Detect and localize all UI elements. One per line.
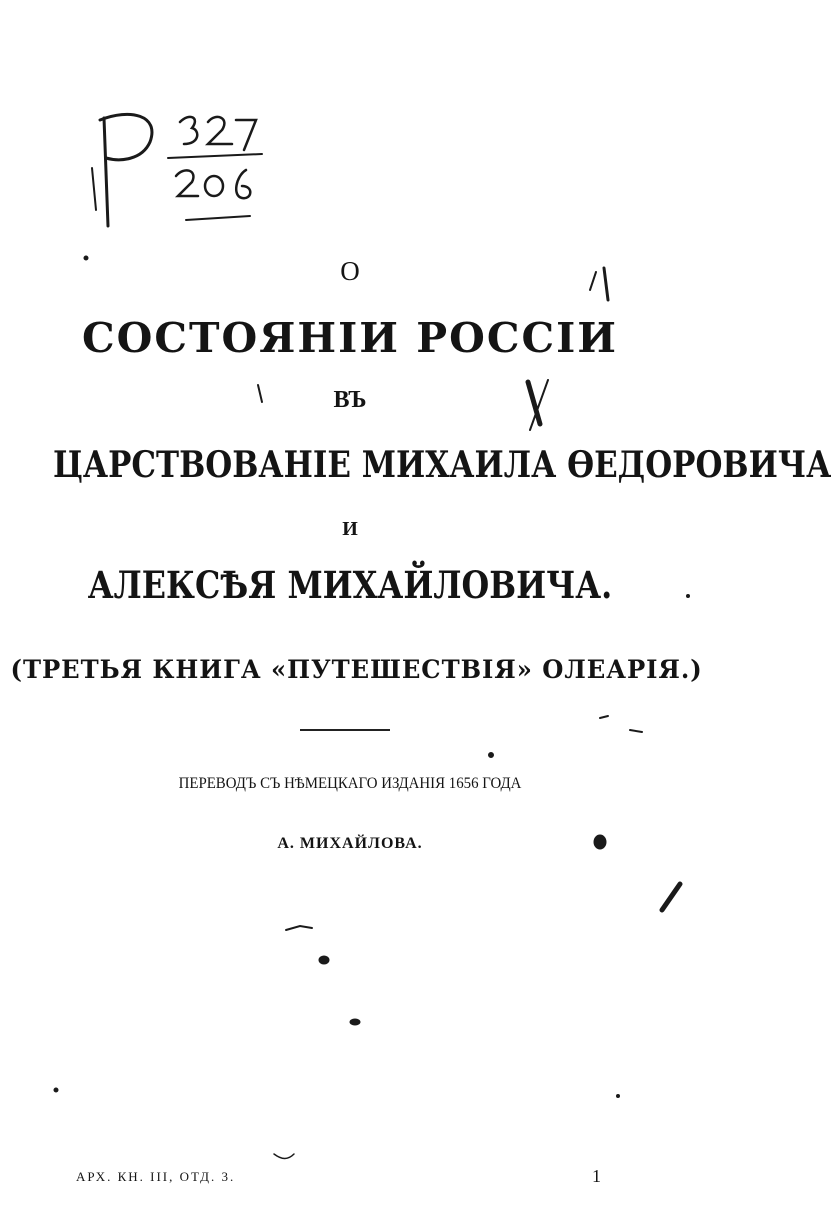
translator-name: А. МИХАЙЛОВА. [277, 835, 423, 852]
divider-rule [300, 729, 390, 731]
page-number: 1 [592, 1166, 601, 1186]
library-stamp [92, 114, 262, 226]
title-line-alexei: АЛЕКСѢЯ МИХАЙЛОВИЧА. [87, 563, 613, 607]
title-line-and: И [342, 518, 358, 540]
title-line-o: О [340, 256, 360, 286]
title-line-reign: ЦАРСТВОВАНІЕ МИХАИЛА ѲЕДОРОВИЧА [53, 444, 831, 486]
title-line-v: ВЪ [333, 387, 367, 413]
title-line-state-of-russia: СОСТОЯНІИ РОССІИ [81, 314, 618, 362]
translation-note: ПЕРЕВОДЪ СЪ НѢМЕЦКАГО ИЗДАНІЯ 1656 ГОДА [178, 775, 522, 792]
subtitle-third-book: (ТРЕТЬЯ КНИГА «ПУТЕШЕСТВІЯ» ОЛЕАРІЯ.) [10, 655, 703, 684]
signature-mark: АРХ. КН. III, ОТД. 3. [76, 1169, 236, 1184]
